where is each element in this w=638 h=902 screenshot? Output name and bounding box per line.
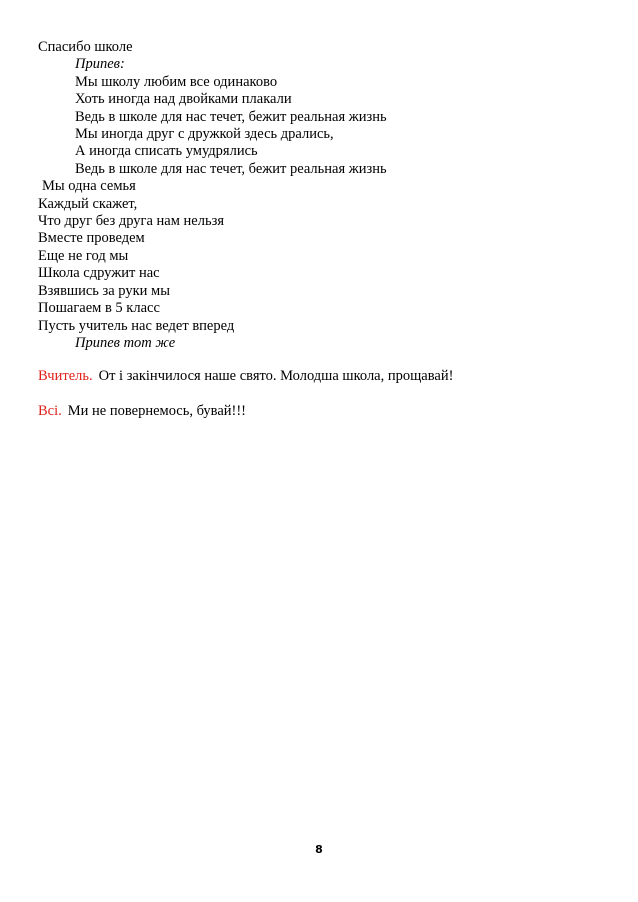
teacher-speech: От і закінчилося наше свято. Молодша школа, прощавай!	[98, 368, 454, 384]
lyric-line: Мы одна семья	[42, 178, 136, 195]
lyric-line: Мы иногда друг с дружкой здесь дрались,	[75, 126, 334, 143]
page-number: 8	[315, 843, 323, 856]
all-line	[38, 402, 618, 420]
speaker-teacher: Вчитель.	[38, 368, 93, 384]
lyric-line: Что друг без друга нам нельзя	[38, 213, 224, 230]
lyric-line: Еще не год мы	[38, 247, 129, 264]
lyric-line: Пусть учитель нас ведет вперед	[38, 317, 235, 334]
lyric-line: Взявшись за руки мы	[38, 282, 170, 299]
speaker-all: Всі.	[38, 403, 62, 419]
song-title-line: Спасибо школе	[38, 39, 133, 55]
lyric-line: Каждый скажет,	[38, 195, 138, 212]
lyric-line: Мы школу любим все одинаково	[75, 73, 278, 90]
chorus-repeat-note: Припев тот же	[75, 334, 176, 351]
lyric-line: Хоть иногда над двойками плакали	[75, 91, 292, 108]
teacher-line	[38, 367, 618, 385]
lyric-line: Ведь в школе для нас течет, бежит реальная жизнь	[75, 160, 387, 177]
lyric-line: Пошагаем в 5 класс	[38, 300, 160, 317]
chorus-label: Припев:	[75, 56, 125, 73]
lyric-line: Вместе проведем	[38, 230, 145, 247]
lyric-line: Школа сдружит нас	[38, 265, 160, 282]
all-speech: Ми не повернемось, бувай!!!	[67, 403, 247, 419]
lyric-line: Ведь в школе для нас течет, бежит реальная жизнь	[75, 108, 387, 125]
song-lyrics	[38, 39, 598, 352]
lyric-line: А иногда списать умудрялись	[75, 143, 258, 160]
